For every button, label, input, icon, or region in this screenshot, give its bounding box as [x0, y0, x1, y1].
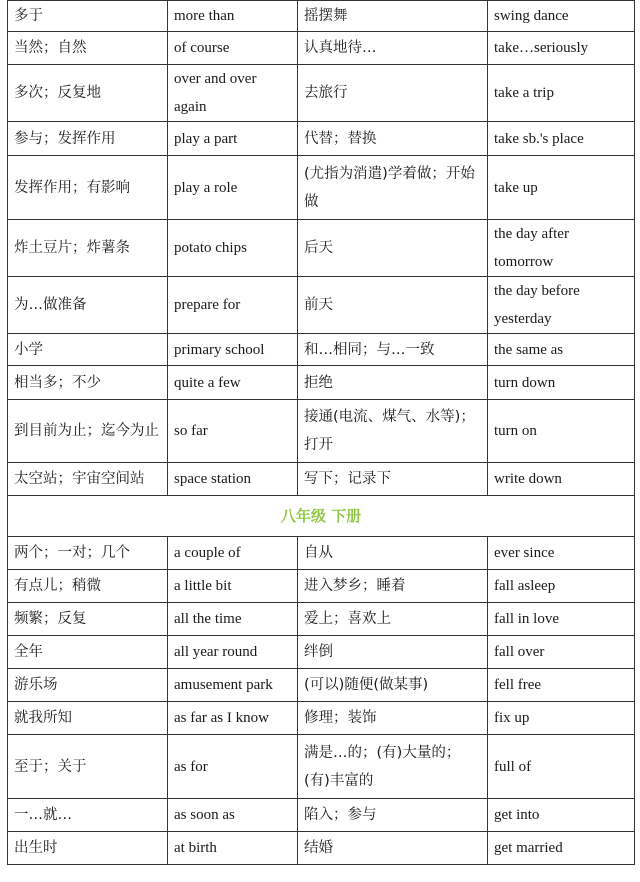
table-row — [8, 799, 635, 832]
english-phrase-cell: more than — [168, 1, 298, 32]
english-phrase-cell: potato chips — [168, 220, 298, 277]
chinese-term-cell: 结婚 — [298, 832, 488, 865]
chinese-term-cell: 至于；关于 — [8, 735, 168, 799]
chinese-term-cell: 接通(电流、煤气、水等)；打开 — [298, 400, 488, 463]
english-phrase-cell: fell free — [488, 669, 635, 702]
chinese-term-cell: 出生时 — [8, 832, 168, 865]
chinese-term-cell: (尤指为消遣)学着做；开始做 — [298, 156, 488, 220]
english-phrase-cell: play a part — [168, 122, 298, 156]
english-phrase-cell: at birth — [168, 832, 298, 865]
table-body-upper — [8, 1, 635, 496]
english-phrase-cell: take up — [488, 156, 635, 220]
english-phrase-cell: space station — [168, 463, 298, 496]
english-phrase-cell: swing dance — [488, 1, 635, 32]
chinese-term-cell: 摇摆舞 — [298, 1, 488, 32]
english-phrase-cell: prepare for — [168, 277, 298, 334]
english-phrase-cell: turn down — [488, 366, 635, 400]
table-row — [8, 122, 635, 156]
english-phrase-cell: a little bit — [168, 570, 298, 603]
table-row — [8, 669, 635, 702]
chinese-term-cell: 多次；反复地 — [8, 65, 168, 122]
english-phrase-cell: over and over again — [168, 65, 298, 122]
section-header-row — [8, 496, 635, 537]
english-phrase-cell: take a trip — [488, 65, 635, 122]
table-row — [8, 570, 635, 603]
english-phrase-cell: fall asleep — [488, 570, 635, 603]
chinese-term-cell: 炸土豆片；炸薯条 — [8, 220, 168, 277]
english-phrase-cell: fall in love — [488, 603, 635, 636]
english-phrase-cell: all year round — [168, 636, 298, 669]
chinese-term-cell: 修理；装饰 — [298, 702, 488, 735]
english-phrase-cell: so far — [168, 400, 298, 463]
chinese-term-cell: 小学 — [8, 334, 168, 366]
chinese-term-cell: 当然；自然 — [8, 32, 168, 65]
chinese-term-cell: 陷入；参与 — [298, 799, 488, 832]
chinese-term-cell: 相当多；不少 — [8, 366, 168, 400]
table-body-section — [8, 496, 635, 537]
english-phrase-cell: write down — [488, 463, 635, 496]
english-phrase-cell: turn on — [488, 400, 635, 463]
english-phrase-cell: get into — [488, 799, 635, 832]
chinese-term-cell: 有点儿；稍微 — [8, 570, 168, 603]
english-phrase-cell: of course — [168, 32, 298, 65]
chinese-term-cell: 就我所知 — [8, 702, 168, 735]
english-phrase-cell: as soon as — [168, 799, 298, 832]
chinese-term-cell: 太空站；宇宙空间站 — [8, 463, 168, 496]
chinese-term-cell: 游乐场 — [8, 669, 168, 702]
english-phrase-cell: a couple of — [168, 537, 298, 570]
english-phrase-cell: amusement park — [168, 669, 298, 702]
chinese-term-cell: 一…就… — [8, 799, 168, 832]
english-phrase-cell: the same as — [488, 334, 635, 366]
chinese-term-cell: 到目前为止；迄今为止 — [8, 400, 168, 463]
chinese-term-cell: 自从 — [298, 537, 488, 570]
english-phrase-cell: primary school — [168, 334, 298, 366]
table-row — [8, 156, 635, 220]
english-phrase-cell: as for — [168, 735, 298, 799]
table-row — [8, 702, 635, 735]
english-phrase-cell: quite a few — [168, 366, 298, 400]
table-row — [8, 366, 635, 400]
table-row — [8, 603, 635, 636]
english-phrase-cell: full of — [488, 735, 635, 799]
table-row — [8, 537, 635, 570]
chinese-term-cell: 拒绝 — [298, 366, 488, 400]
english-phrase-cell: ever since — [488, 537, 635, 570]
table-row — [8, 1, 635, 32]
chinese-term-cell: 参与；发挥作用 — [8, 122, 168, 156]
english-phrase-cell: the day before yesterday — [488, 277, 635, 334]
chinese-term-cell: 写下；记录下 — [298, 463, 488, 496]
table-row — [8, 463, 635, 496]
english-phrase-cell: the day after tomorrow — [488, 220, 635, 277]
chinese-term-cell: 进入梦乡；睡着 — [298, 570, 488, 603]
chinese-term-cell: 频繁；反复 — [8, 603, 168, 636]
chinese-term-cell: 两个；一对；几个 — [8, 537, 168, 570]
table-row — [8, 334, 635, 366]
chinese-term-cell: 爱上；喜欢上 — [298, 603, 488, 636]
table-row — [8, 32, 635, 65]
chinese-term-cell: 和…相同；与…一致 — [298, 334, 488, 366]
chinese-term-cell: 认真地待… — [298, 32, 488, 65]
chinese-term-cell: (可以)随便(做某事) — [298, 669, 488, 702]
chinese-term-cell: 为…做准备 — [8, 277, 168, 334]
chinese-term-cell: 发挥作用；有影响 — [8, 156, 168, 220]
chinese-term-cell: 去旅行 — [298, 65, 488, 122]
table-body-lower — [8, 537, 635, 865]
chinese-term-cell: 后天 — [298, 220, 488, 277]
table-row — [8, 400, 635, 463]
english-phrase-cell: all the time — [168, 603, 298, 636]
table-row — [8, 832, 635, 865]
chinese-term-cell: 多于 — [8, 1, 168, 32]
english-phrase-cell: play a role — [168, 156, 298, 220]
chinese-term-cell: 代替；替换 — [298, 122, 488, 156]
english-phrase-cell: fall over — [488, 636, 635, 669]
english-phrase-cell: get married — [488, 832, 635, 865]
chinese-term-cell: 绊倒 — [298, 636, 488, 669]
english-phrase-cell: take sb.'s place — [488, 122, 635, 156]
chinese-term-cell: 满是…的；(有)大量的；(有)丰富的 — [298, 735, 488, 799]
english-phrase-cell: take…seriously — [488, 32, 635, 65]
section-title: 八年级 下册 — [8, 496, 635, 537]
chinese-term-cell: 全年 — [8, 636, 168, 669]
table-row — [8, 277, 635, 334]
table-row — [8, 636, 635, 669]
table-row — [8, 65, 635, 122]
table-row — [8, 220, 635, 277]
chinese-term-cell: 前天 — [298, 277, 488, 334]
english-phrase-cell: as far as I know — [168, 702, 298, 735]
vocabulary-table — [7, 0, 635, 865]
english-phrase-cell: fix up — [488, 702, 635, 735]
table-row — [8, 735, 635, 799]
